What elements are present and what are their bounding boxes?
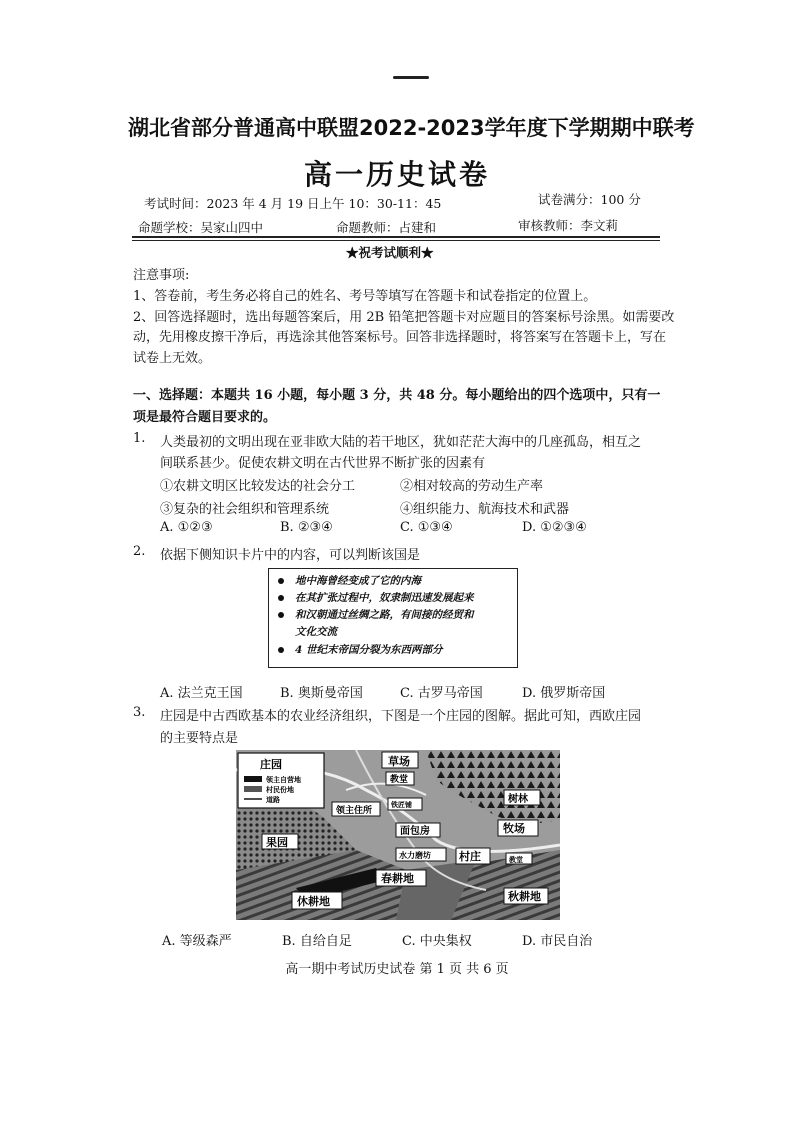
fallow-field-label: 休耕地 xyxy=(297,895,330,908)
setter-school: 命题学校：吴家山四中 xyxy=(138,220,264,235)
legend-title: 庄园 xyxy=(260,758,282,771)
smithy-label: 铁匠铺 xyxy=(391,801,412,809)
option-d: D. ①②③④ xyxy=(522,520,587,535)
option-c: C. ①③④ xyxy=(400,520,453,535)
question-stem: 人类最初的文明出现在亚非欧大陆的若干地区，犹如茫茫大海中的几座孤岛，相互之 xyxy=(160,435,642,450)
option-c: C. 古罗马帝国 xyxy=(400,686,483,701)
question-number: 3. xyxy=(133,705,146,720)
option-a: A. 法兰克王国 xyxy=(160,686,243,701)
statement-3: ③复杂的社会组织和管理系统 xyxy=(160,502,330,517)
scan-speck xyxy=(393,76,429,79)
card-line-3-cont: 文化交流 xyxy=(295,626,337,638)
option-c: C. 中央集权 xyxy=(402,934,472,949)
card-line-4: 4 世纪末帝国分裂为东西两部分 xyxy=(295,644,443,656)
good-luck-line: ★祝考试顺利★ xyxy=(346,245,434,260)
note-item-2-cont: 动，先用橡皮擦干净后，再选涂其他答案标号。回答非选择题时，将答案写在答题卡上，写在 xyxy=(133,330,667,345)
exam-time: 考试时间：2023 年 4 月 19 日上午 10：30-11：45 xyxy=(144,196,442,211)
legend-swatch-peasant xyxy=(244,786,262,792)
paper-subtitle: 高一历史试卷 xyxy=(303,158,490,191)
option-a: A. ①②③ xyxy=(160,520,213,535)
spring-field-label: 春耕地 xyxy=(381,872,414,885)
note-item-2-end: 试卷上无效。 xyxy=(133,351,212,366)
village-label: 村庄 xyxy=(459,850,481,863)
card-line-2: 在其扩张过程中，奴隶制迅速发展起来 xyxy=(295,592,474,604)
pasture-label: 牧场 xyxy=(503,822,525,835)
legend-peasant: 村民份地 xyxy=(266,786,294,794)
note-item-1: 1、答卷前，考生务必将自己的姓名、考号等填写在答题卡和试卷指定的位置上。 xyxy=(133,289,597,304)
autumn-field-label: 秋耕地 xyxy=(508,890,541,903)
bullet-dot xyxy=(278,595,284,601)
section-heading: 一、选择题：本题共 16 小题，每小题 3 分，共 48 分。每小题给出的四个选项中，只有一 xyxy=(133,388,661,403)
statement-2: ②相对较高的劳动生产率 xyxy=(400,479,544,494)
mill-label: 水力磨坊 xyxy=(399,851,431,860)
page-footer: 高一期中考试历史试卷 第 1 页 共 6 页 xyxy=(285,962,509,977)
option-b: B. 奥斯曼帝国 xyxy=(280,686,363,701)
lord-house-label: 领主住所 xyxy=(336,806,373,816)
option-b: B. ②③④ xyxy=(280,520,333,535)
question-number: 1. xyxy=(133,431,146,446)
card-line-1: 地中海曾经变成了它的内海 xyxy=(295,575,421,587)
woods-label: 树林 xyxy=(508,794,528,805)
option-d: D. 俄罗斯帝国 xyxy=(522,686,606,701)
full-score: 试卷满分：100 分 xyxy=(538,192,641,207)
option-d: D. 市民自治 xyxy=(522,934,593,949)
setter-teacher: 命题教师：占建和 xyxy=(336,220,437,235)
reviewer-teacher: 审核教师：李文莉 xyxy=(518,218,619,233)
question-stem: 依据下侧知识卡片中的内容，可以判断该国是 xyxy=(160,548,421,563)
orchard-label: 果园 xyxy=(266,836,288,849)
card-line-3: 和汉朝通过丝绸之路，有间接的经贸和 xyxy=(295,609,474,621)
legend-road: 道路 xyxy=(266,796,280,804)
question-number: 2. xyxy=(133,544,146,559)
meadow-label: 草场 xyxy=(388,755,410,768)
statement-4: ④组织能力、航海技术和武器 xyxy=(400,502,570,517)
header-rule xyxy=(132,236,660,238)
note-item-2: 2、回答选择题时，选出每题答案后，用 2B 铅笔把答题卡对应题目的答案标号涂黑。如需要改 xyxy=(133,310,675,325)
question-stem-cont: 的主要特点是 xyxy=(160,731,239,746)
church-label: 教堂 xyxy=(390,775,409,785)
bakery-label: 面包房 xyxy=(400,826,430,837)
header-rule-thin xyxy=(132,240,660,241)
question-stem: 庄园是中古西欧基本的农业经济组织，下图是一个庄园的图解。据此可知，西欧庄园 xyxy=(160,709,642,724)
legend-demesne: 领主自营地 xyxy=(266,776,301,784)
option-b: B. 自给自足 xyxy=(282,934,352,949)
bullet-dot xyxy=(278,578,284,584)
chapel-label: 教堂 xyxy=(509,856,523,864)
notes-heading: 注意事项: xyxy=(133,268,190,283)
legend-swatch-demesne xyxy=(244,776,262,782)
bullet-dot xyxy=(278,647,284,653)
manor-map xyxy=(236,750,560,920)
exam-title: 湖北省部分普通高中联盟2022-2023学年度下学期期中联考 xyxy=(128,116,695,140)
statement-1: ①农耕文明区比较发达的社会分工 xyxy=(160,479,356,494)
section-heading-cont: 项是最符合题目要求的。 xyxy=(133,410,277,425)
option-a: A. 等级森严 xyxy=(162,934,232,949)
bullet-dot xyxy=(278,612,284,618)
knowledge-card xyxy=(268,568,518,668)
question-stem-cont: 间联系甚少。促使农耕文明在古代世界不断扩张的因素有 xyxy=(160,456,486,471)
